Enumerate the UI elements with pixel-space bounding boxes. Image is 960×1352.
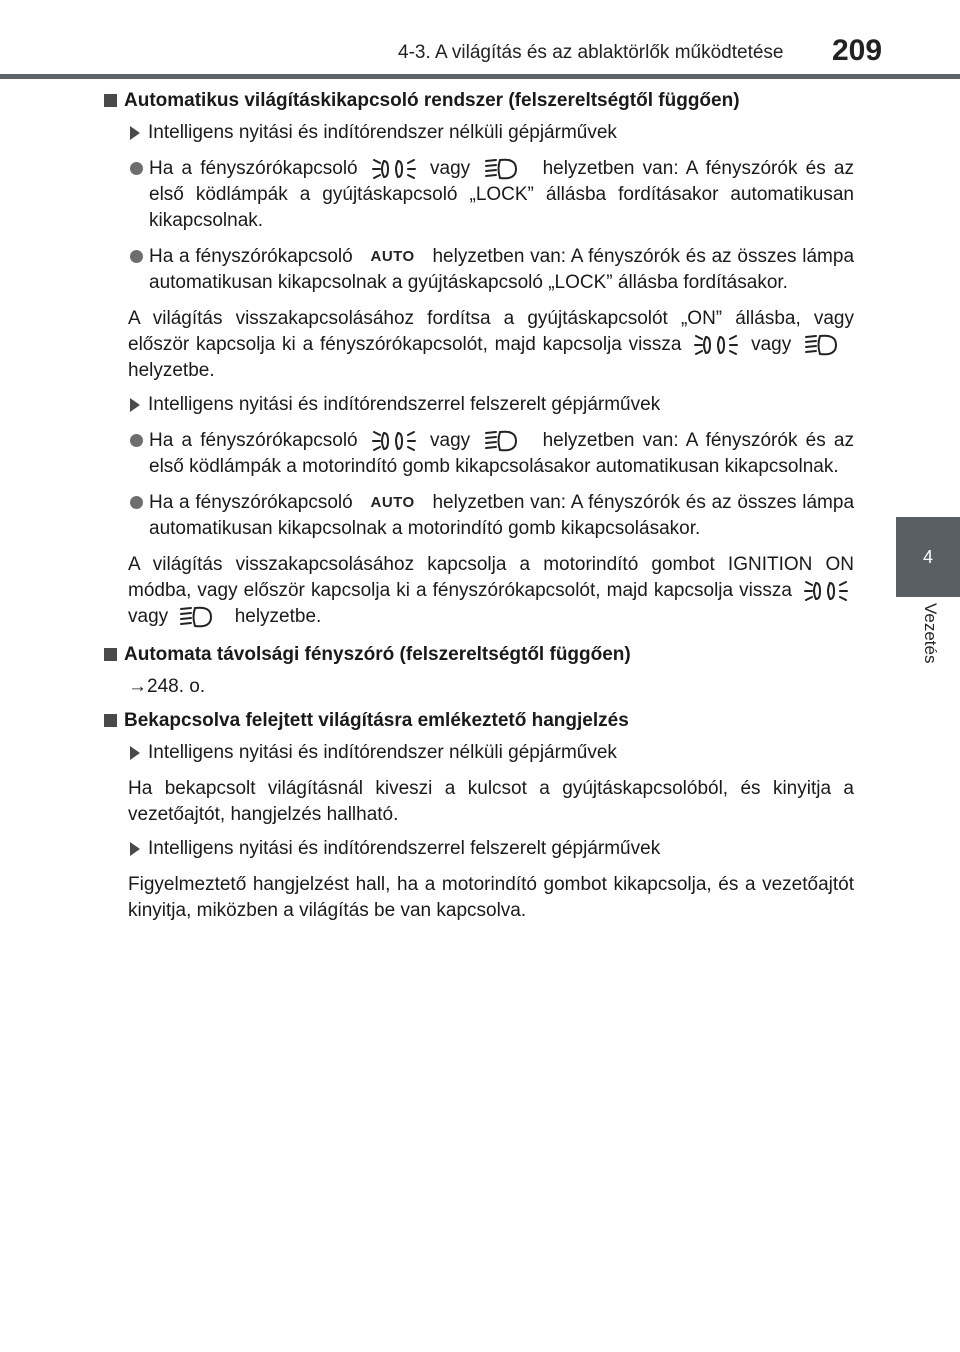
headlight-icon <box>484 428 528 454</box>
circle-bullet-icon <box>130 496 143 509</box>
section-heading: Bekapcsolva felejtett világításra emlékeztető hangjelzés <box>104 708 854 734</box>
subheading: Intelligens nyitási és indítórendszer nélküli gépjárművek <box>128 120 854 146</box>
square-bullet-icon <box>104 714 117 727</box>
paragraph: Figyelmeztető hangjelzést hall, ha a motorindító gombot kikapcsolja, és a vezetőajtót kinyitja, miközben a világítás be van kapcsolva. <box>128 874 854 922</box>
list-item: Ha a fényszórókapcsoló AUTO helyzetben van: A fényszórók és az összes lámpa automatikusan kikapcsolnak a motorindító gomb kikapcsolásakor. <box>128 490 854 542</box>
triangle-bullet-icon <box>130 398 140 412</box>
auto-icon: AUTO <box>370 494 415 512</box>
parking-light-icon <box>372 156 416 182</box>
circle-bullet-icon <box>130 250 143 263</box>
triangle-bullet-icon <box>130 842 140 856</box>
headlight-icon <box>484 156 528 182</box>
list-item: Ha a fényszórókapcsoló AUTO helyzetben van: A fényszórók és az összes lámpa automatikusan kikapcsolnak a gyújtáskapcsoló „LOCK” állásba fordításakor. <box>128 244 854 296</box>
headlight-icon <box>179 604 223 630</box>
triangle-bullet-icon <box>130 746 140 760</box>
square-bullet-icon <box>104 648 117 661</box>
chapter-label: Vezetés <box>921 603 940 664</box>
parking-light-icon <box>372 428 416 454</box>
subheading: Intelligens nyitási és indítórendszerrel felszerelt gépjárművek <box>128 836 854 862</box>
parking-light-icon <box>804 578 848 604</box>
subheading: Intelligens nyitási és indítórendszer nélküli gépjárművek <box>128 740 854 766</box>
circle-bullet-icon <box>130 434 143 447</box>
parking-light-icon <box>694 332 738 358</box>
page-number: 209 <box>832 34 883 67</box>
triangle-bullet-icon <box>130 126 140 140</box>
chapter-tab <box>896 517 960 597</box>
page-reference: →248. o. <box>128 676 206 698</box>
chapter-number: 4 <box>922 546 933 567</box>
section-heading: Automata távolsági fényszóró (felszereltségtől függően) <box>104 642 854 668</box>
list-item: Ha a fényszórókapcsoló vagy helyzetben van: A fényszórók és az első ködlámpák a motorindító gomb kikapcsolásakor automatikusan kikapcsolnak. <box>128 428 854 480</box>
paragraph: A világítás visszakapcsolásához fordítsa a gyújtáskapcsolót „ON” állásba, vagy először kapcsolja ki a fényszórókapcsolót, majd kapcsolja vissza vagy helyzetbe. <box>128 308 854 382</box>
header-divider <box>0 74 960 79</box>
auto-icon: AUTO <box>370 248 415 266</box>
paragraph: Ha bekapcsolt világításnál kiveszi a kulcsot a gyújtáskapcsolóból, és kinyitja a vezetőajtót, hangjelzés hallható. <box>128 778 854 826</box>
subheading: Intelligens nyitási és indítórendszerrel felszerelt gépjárművek <box>128 392 854 418</box>
section-heading: Automatikus világításkikapcsoló rendszer (felszereltségtől függően) <box>104 88 854 114</box>
list-item: Ha a fényszórókapcsoló vagy helyzetben van: A fényszórók és az első ködlámpák a gyújtáskapcsoló „LOCK” állásba fordításakor automatikusan kikapcsolnak. <box>128 156 854 234</box>
main-content <box>104 88 854 932</box>
square-bullet-icon <box>104 94 117 107</box>
page-header-title: 4-3. A világítás és az ablaktörlők működtetése <box>398 42 784 63</box>
circle-bullet-icon <box>130 162 143 175</box>
headlight-icon <box>804 332 848 358</box>
paragraph: A világítás visszakapcsolásához kapcsolja a motorindító gombot IGNITION ON módba, vagy először kapcsolja ki a fényszórókapcsolót, majd kapcsolja vissza vagy helyzetbe. <box>128 552 854 630</box>
